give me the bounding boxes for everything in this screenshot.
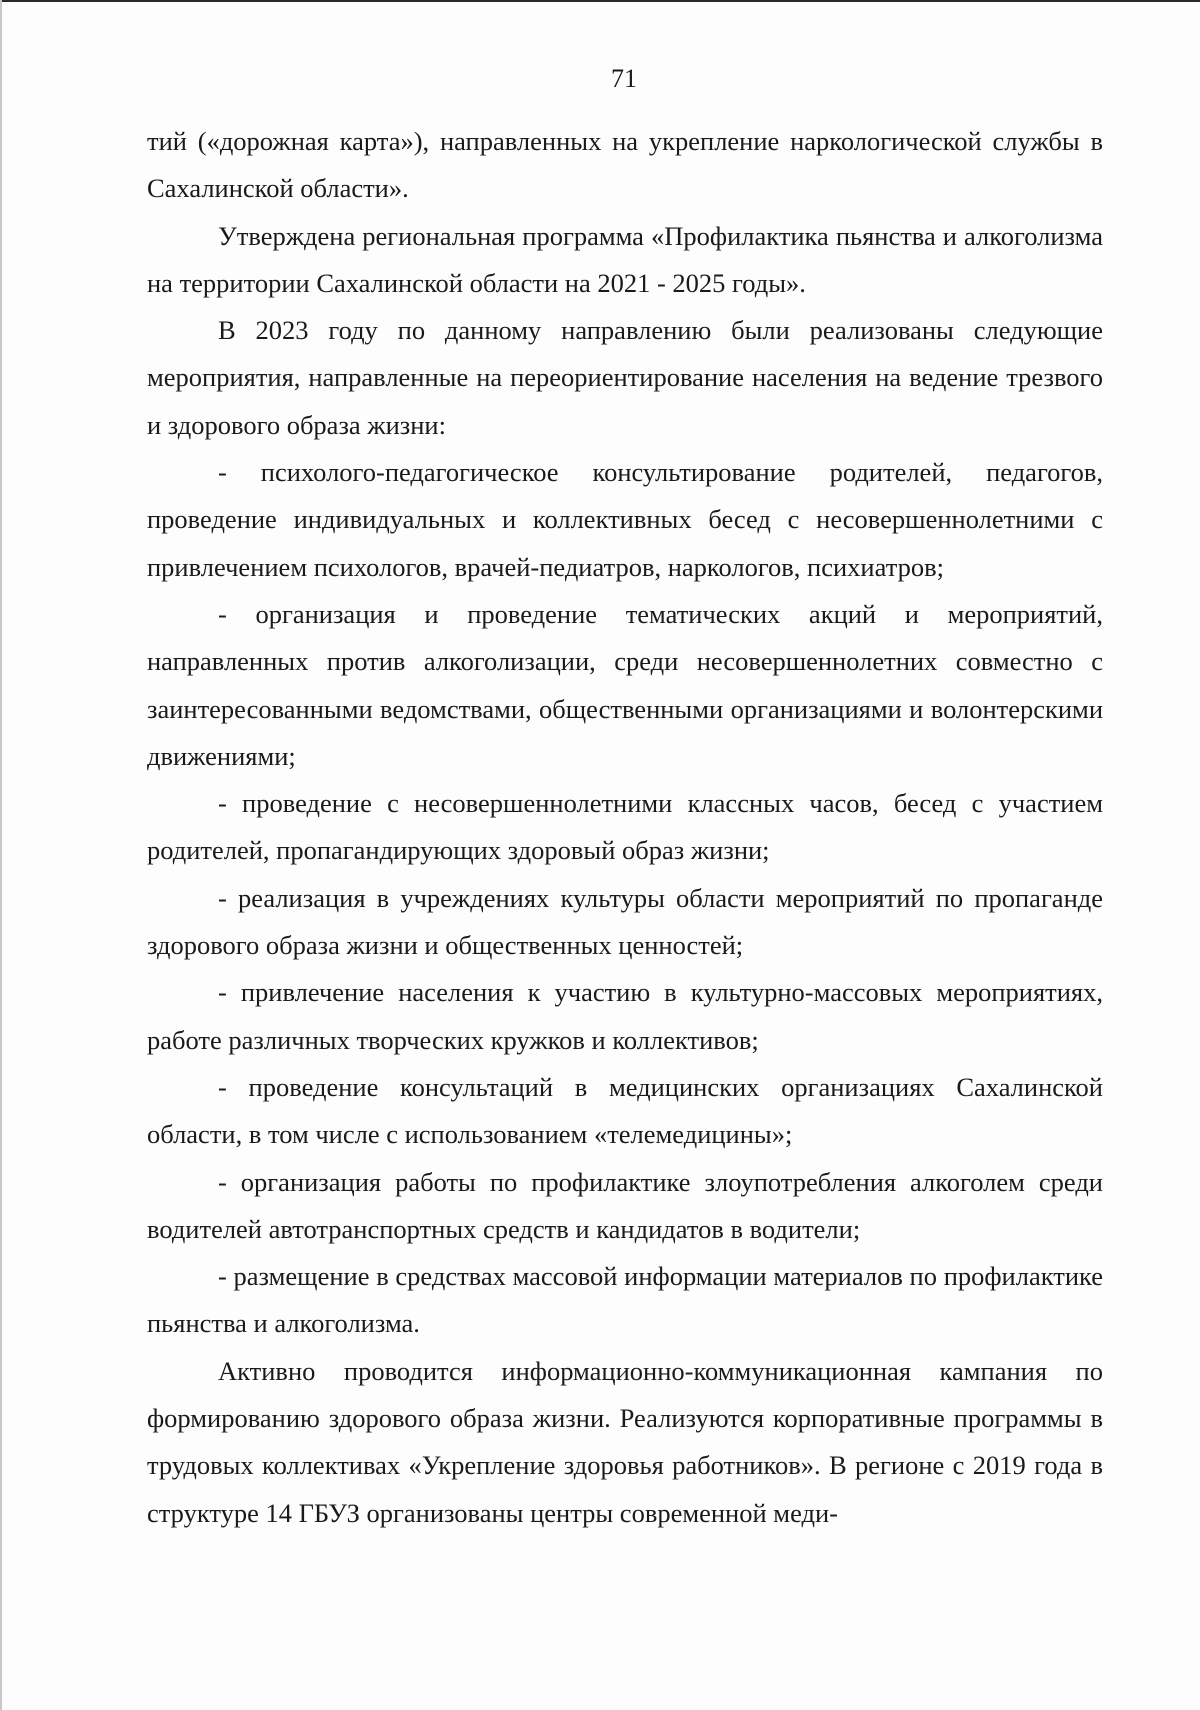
page-number: 71 [611,64,637,93]
list-item-psych-consulting: - психолого-педагогическое консультирование родителей, педагогов, проведение индивидуальных и коллективных бесед с несовершеннолетними с привлечением психологов, врачей-педиатров, наркологов, психиатров; [147,457,1103,582]
paragraph-regional-program: Утверждена региональная программа «Профилактика пьянства и алкоголизма на территории Сахалинской области на 2021 - 2025 годы». [147,220,1103,298]
list-item-thematic-actions: - организация и проведение тематических акций и мероприятий, направленных против алкоголизации, среди несовершеннолетних совместно с заинтересованными ведомствами, общественными организациями и волонтерскими движениями; [147,598,1103,771]
scan-top-edge [0,0,1200,2]
list-item-mass-media: - размещение в средствах массовой информации материалов по профилактике пьянства и алкоголизма. [147,1261,1103,1339]
paragraph-2023-measures-intro: В 2023 году по данному направлению были реализованы следующие мероприятия, направленные на переориентирование населения на ведение трезвого и здорового образа жизни: [147,315,1103,440]
list-item-cultural-events: - привлечение населения к участию в культурно-массовых мероприятиях, работе различных творческих кружков и коллективов; [147,977,1103,1055]
list-item-class-hours: - проведение с несовершеннолетними классных часов, бесед с участием родителей, пропагандирующих здоровый образ жизни; [147,788,1103,866]
list-item-consultations: - проведение консультаций в медицинских организациях Сахалинской области, в том числе с использованием «телемедицины»; [147,1071,1103,1150]
paragraph-info-campaign: Активно проводится информационно-коммуникационная кампания по формированию здорового образа жизни. Реализуются корпоративные программы в трудовых коллективах «Укрепление здоровья работников». В регионе с 2019 года в структуре 14 ГБУЗ организованы центры современной меди- [147,1355,1103,1528]
scan-left-edge [0,0,2,1710]
document-text-body [147,118,1103,1537]
list-item-drivers-prevention: - организация работы по профилактике злоупотребления алкоголем среди водителей автотранспортных средств и кандидатов в водители; [147,1166,1103,1244]
list-item-culture-institutions: - реализация в учреждениях культуры области мероприятий по пропаганде здорового образа жизни и общественных ценностей; [147,882,1103,961]
paragraph-roadmap-continuation: тий («дорожная карта»), направленных на укрепление наркологической службы в Сахалинской области». [147,126,1103,204]
